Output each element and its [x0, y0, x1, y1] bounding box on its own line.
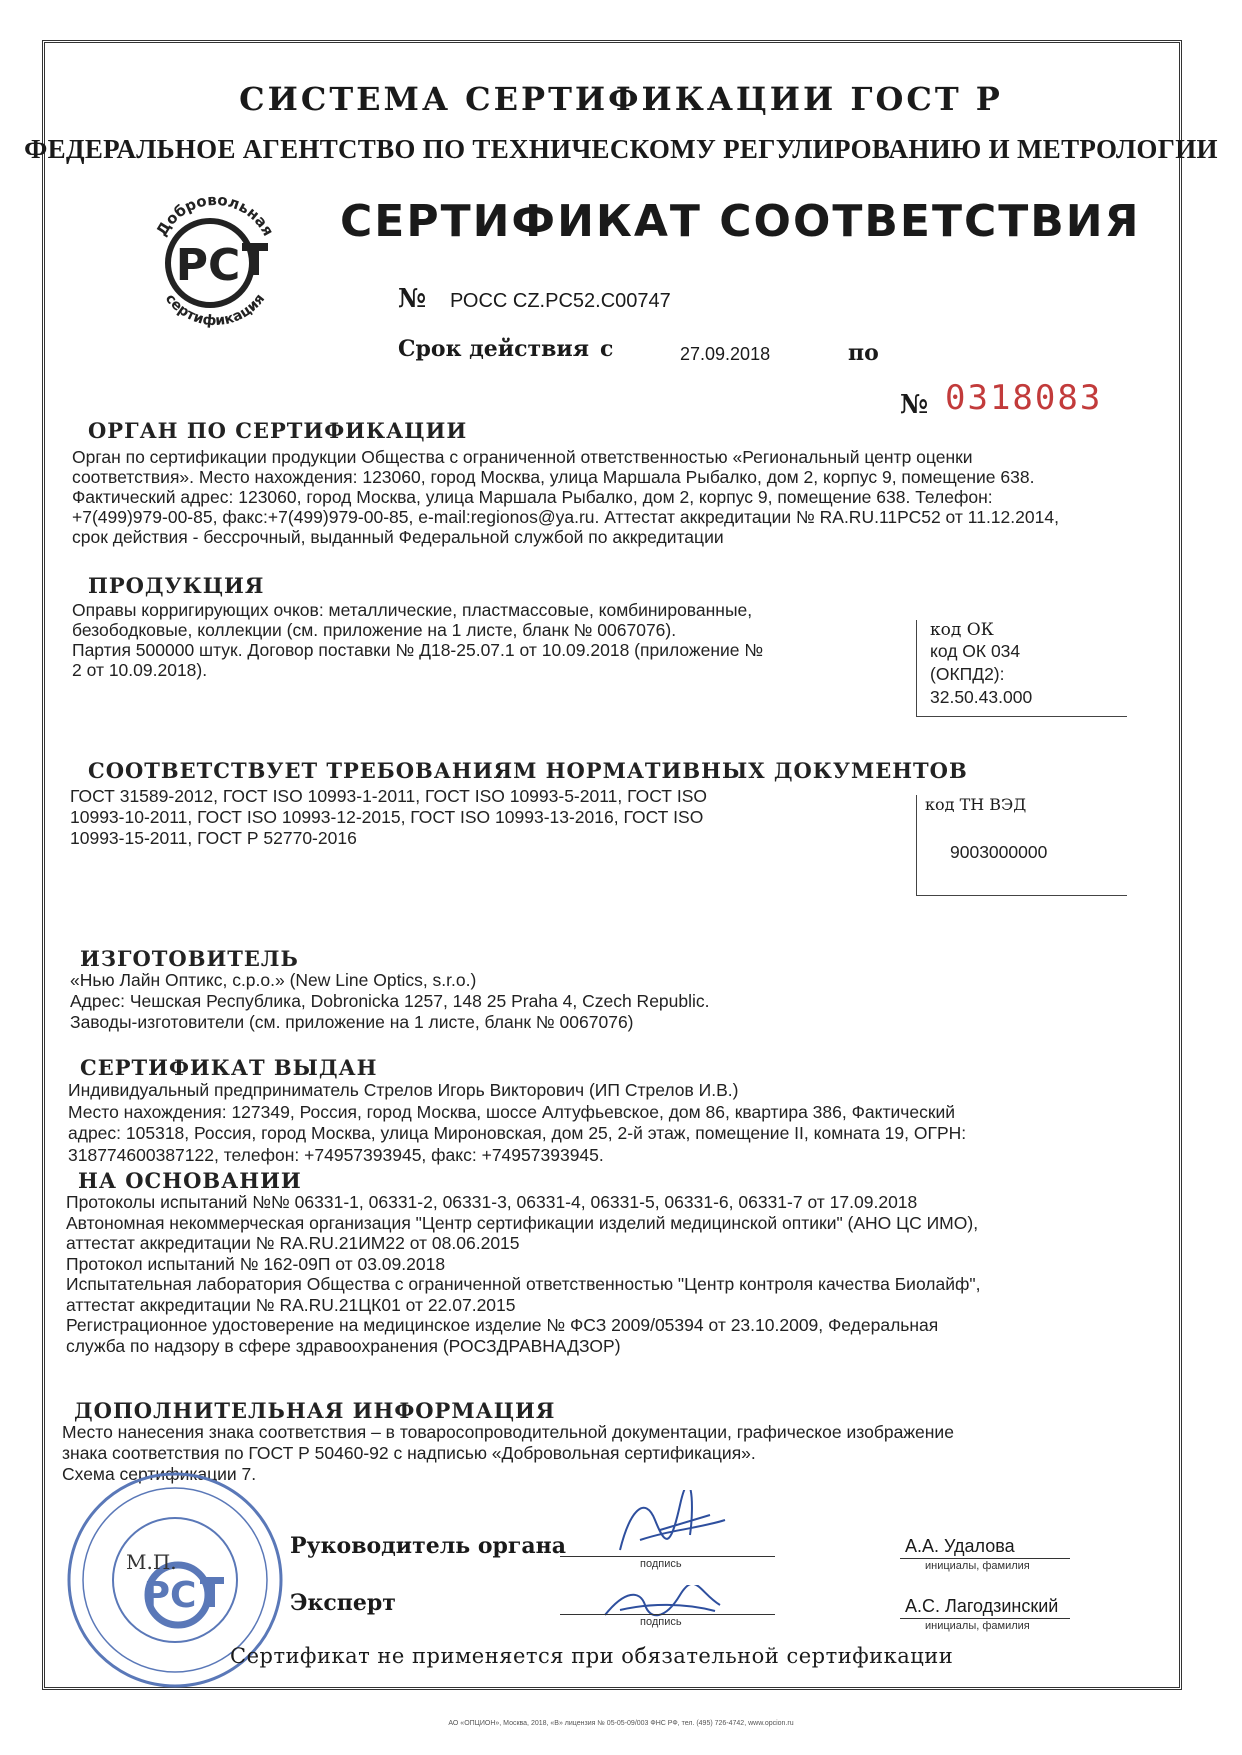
head-signature	[600, 1490, 730, 1560]
system-title: СИСТЕМА СЕРТИФИКАЦИИ ГОСТ Р	[239, 80, 1003, 118]
logo-mark: РС	[175, 240, 241, 291]
footer-note: Сертификат не применяется при обязательной сертификации	[230, 1644, 954, 1668]
tnved-code-value: 9003000000	[950, 842, 1048, 862]
logo-top-text: Добровольная	[152, 190, 278, 240]
organ-heading: ОРГАН ПО СЕРТИФИКАЦИИ	[88, 418, 468, 443]
stamp-mp-text: М.П.	[126, 1550, 177, 1574]
logo-bottom-text: сертификация	[161, 291, 269, 330]
number-label: №	[398, 284, 427, 314]
expert-name-caption: инициалы, фамилия	[925, 1620, 1030, 1632]
head-label: Руководитель органа	[290, 1533, 567, 1559]
product-text: Оправы корригирующих очков: металлические, пластмассовые, комбинированные, безободковые, коллекции (см. приложение на 1 листе, бланк № 0067076). Партия 500000 штук. Договор поставки № Д18-25.07.1 от 10.09.2018 (приложение № 2 от 10.09.2018).	[72, 600, 764, 680]
validity-to-label: по	[848, 340, 879, 366]
expert-name: А.С. Лагодзинский	[905, 1596, 1059, 1616]
organ-text: Орган по сертификации продукции Общества с ограниченной ответственностью «Региональный центр оценки соответствия». Место нахождения: 123060, город Москва, улица Маршала Рыбалко, дом 2, корпус 9, помещение 638. Фактический адрес: 123060, город Москва, улица Маршала Рыбалко, дом 2, корпус 9, помещение 638. Телефон: +7(499)979-00-85, факс:+7(499)979-00-85, e-mail:regionos@ya.ru. Аттестат аккредитации № RA.RU.11РС52 от 11.12.2014, срок действия - бессрочный, выданный Федеральной службой по аккредитации	[72, 447, 1059, 547]
blank-number: 0318083	[945, 378, 1103, 418]
agency-title: ФЕДЕРАЛЬНОЕ АГЕНТСТВО ПО ТЕХНИЧЕСКОМУ РЕГУЛИРОВАНИЮ И МЕТРОЛОГИИ	[24, 134, 1218, 164]
svg-text:Добровольная	[153, 191, 278, 239]
okpd-code-value: код ОК 034 (ОКПД2): 32.50.43.000	[930, 641, 1033, 707]
blank-number-label: №	[900, 390, 929, 420]
head-name-caption: инициалы, фамилия	[925, 1560, 1030, 1572]
validity-label: Срок действия	[398, 336, 589, 362]
product-heading: ПРОДУКЦИЯ	[88, 573, 265, 598]
svg-text:сертификация	[162, 291, 268, 329]
issued-text: Индивидуальный предприниматель Стрелов Игорь Викторович (ИП Стрелов И.В.) Место нахождения: 127349, Россия, город Москва, шоссе Алтуфьевское, дом 86, квартира 386, Фактический адрес: 105318, Россия, город Москва, улица Мироновская, дом 25, 2-й этаж, помещение II, комната 19, ОГРН: 318774600387122, телефон: +74957393945, факс: +74957393945.	[68, 1080, 967, 1165]
expert-label: Эксперт	[290, 1590, 396, 1616]
manufacturer-text: «Нью Лайн Оптикс, с.р.о.» (New Line Optics, s.r.o.) Адрес: Чешская Республика, Dobronicka 1257, 148 25 Praha 4, Czech Republic. Заводы-изготовители (см. приложение на 1 листе, бланк № 0067076)	[70, 970, 710, 1032]
tnved-code-label: код ТН ВЭД	[925, 795, 1027, 814]
basis-heading: НА ОСНОВАНИИ	[78, 1168, 302, 1193]
head-sign-caption: подпись	[640, 1558, 682, 1570]
issued-heading: СЕРТИФИКАТ ВЫДАН	[80, 1055, 378, 1080]
standards-text: ГОСТ 31589-2012, ГОСТ ISO 10993-1-2011, ГОСТ ISO 10993-5-2011, ГОСТ ISO 10993-10-2011, ГОСТ ISO 10993-12-2015, ГОСТ ISO 10993-13-2016, ГОСТ ISO 10993-15-2011, ГОСТ Р 52770-2016	[70, 786, 707, 848]
standards-heading: СООТВЕТСТВУЕТ ТРЕБОВАНИЯМ НОРМАТИВНЫХ ДОКУМЕНТОВ	[88, 758, 968, 783]
head-name: А.А. Удалова	[905, 1536, 1015, 1556]
rst-logo	[140, 185, 290, 335]
expert-sign-caption: подпись	[640, 1616, 682, 1628]
additional-heading: ДОПОЛНИТЕЛЬНАЯ ИНФОРМАЦИЯ	[74, 1398, 556, 1423]
validity-from-label: с	[600, 336, 614, 362]
basis-text: Протоколы испытаний №№ 06331-1, 06331-2, 06331-3, 06331-4, 06331-5, 06331-6, 06331-7 от 17.09.2018 Автономная некоммерческая организация "Центр сертификации изделий медицинской оптики" (АНО ЦС ИМО), аттестат аккредитации № RA.RU.21ИМ22 от 08.06.2015 Протокол испытаний № 162-09П от 03.09.2018 Испытательная лаборатория Общества с ограниченной ответственностью "Центр контроля качества Биолайф", аттестат аккредитации № RA.RU.21ЦК01 от 22.07.2015 Регистрационное удостоверение на медицинское изделие № ФСЗ 2009/05394 от 23.10.2009, Федеральная служба по надзору в сфере здравоохранения (РОСЗДРАВНАДЗОР)	[66, 1192, 981, 1356]
manufacturer-heading: ИЗГОТОВИТЕЛЬ	[80, 946, 299, 971]
additional-text: Место нанесения знака соответствия – в товаросопроводительной документации, графическое изображение знака соответствия по ГОСТ Р 50460-92 с надписью «Добровольная сертификация». Схема сертификации 7.	[62, 1422, 954, 1484]
printer-info: АО «ОПЦИОН», Москва, 2018, «В» лицензия № 05-05-09/003 ФНС РФ, тел. (495) 726-4742, www.opcion.ru	[448, 1720, 794, 1727]
validity-from-date: 27.09.2018	[680, 344, 771, 364]
certificate-number: РОСС CZ.PC52.C00747	[450, 290, 671, 312]
certificate-title: СЕРТИФИКАТ СООТВЕТСТВИЯ	[340, 196, 1141, 247]
svg-text:РС: РС	[143, 1575, 197, 1616]
okpd-code-label: код ОК	[930, 620, 994, 640]
